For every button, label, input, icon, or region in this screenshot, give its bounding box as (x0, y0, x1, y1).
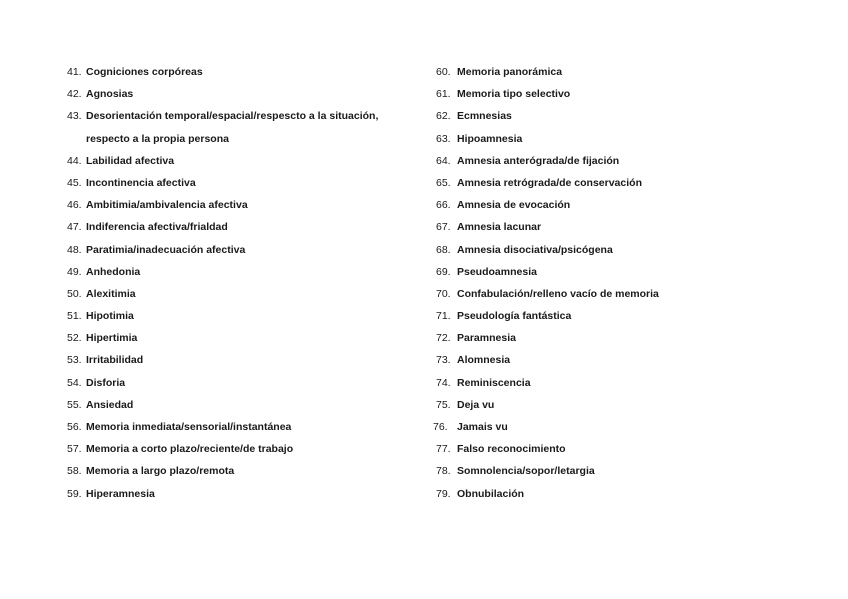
item-text: Memoria inmediata/sensorial/instantánea (86, 421, 292, 433)
list-item (436, 194, 816, 216)
item-number: 78. (436, 465, 451, 478)
item-text: Obnubilación (457, 487, 525, 500)
list-item (67, 327, 417, 349)
item-number: 70. (436, 287, 451, 300)
item-text: Memoria a largo plazo/remota (86, 465, 235, 478)
item-number: 56. (67, 421, 82, 433)
list-item (436, 83, 816, 105)
item-text: Anhedonia (86, 265, 141, 278)
list-item (67, 150, 417, 172)
item-text: Hiperamnesia (86, 487, 155, 500)
item-number: 53. (67, 354, 82, 367)
item-text: Amnesia de evocación (457, 199, 571, 212)
list-item (67, 105, 417, 127)
list-item (67, 194, 417, 216)
list-item (67, 305, 417, 327)
item-number: 47. (67, 221, 82, 234)
item-number: 43. (67, 110, 82, 123)
item-text: Jamais vu (457, 421, 508, 433)
item-text: Amnesia retrógrada/de conservación (457, 176, 642, 189)
item-text: Ecmnesias (457, 110, 512, 123)
item-text: Pseudoamnesia (457, 265, 537, 278)
item-number: 66. (436, 199, 451, 212)
list-item (436, 283, 816, 305)
item-text: Hipotimia (86, 310, 134, 323)
list-item (67, 83, 417, 105)
item-text: Memoria tipo selectivo (457, 88, 571, 101)
item-number: 62. (436, 110, 451, 123)
list-item (67, 261, 417, 283)
left-column-list (67, 61, 417, 505)
list-item (67, 372, 417, 394)
item-number: 42. (67, 88, 82, 101)
item-text: Amnesia lacunar (457, 221, 542, 234)
item-text: Labilidad afectiva (86, 154, 175, 167)
item-text: Ambitimia/ambivalencia afectiva (86, 199, 248, 212)
list-item (67, 283, 417, 305)
item-text: Somnolencia/sopor/letargia (457, 465, 595, 478)
item-text: Amnesia anterógrada/de fijación (457, 154, 620, 167)
item-text: Hipoamnesia (457, 132, 523, 145)
list-item (67, 239, 417, 261)
item-number: 77. (436, 443, 451, 456)
item-text: Desorientación temporal/espacial/respescto a la situación, (86, 110, 379, 123)
item-number: 48. (67, 243, 82, 256)
item-text: Paramnesia (457, 332, 516, 345)
list-item (436, 327, 816, 349)
item-text: Pseudología fantástica (457, 310, 572, 323)
item-number: 61. (436, 88, 451, 101)
item-number: 44. (67, 154, 82, 167)
list-item (433, 416, 816, 438)
list-item (67, 61, 417, 83)
item-text: Agnosias (86, 88, 134, 101)
list-item (436, 172, 816, 194)
item-text: Incontinencia afectiva (86, 176, 196, 189)
item-number: 74. (436, 376, 451, 389)
list-item (436, 239, 816, 261)
item-text: Reminiscencia (457, 376, 531, 389)
item-number: 79. (436, 487, 451, 500)
item-number: 59. (67, 487, 82, 500)
item-text: Disforia (86, 376, 126, 389)
right-column-list (433, 61, 816, 505)
list-item (436, 372, 816, 394)
item-number: 52. (67, 332, 82, 345)
item-text: Memoria panorámica (457, 66, 563, 78)
item-text: Falso reconocimiento (457, 443, 566, 456)
item-text: Ansiedad (86, 398, 134, 411)
list-item (436, 460, 816, 482)
item-number: 73. (436, 354, 451, 367)
item-number: 57. (67, 443, 82, 456)
list-item (436, 61, 816, 83)
item-text: Memoria a corto plazo/reciente/de trabajo (86, 443, 294, 456)
item-number: 63. (436, 132, 451, 145)
item-number: 67. (436, 221, 451, 234)
item-number: 75. (436, 398, 451, 411)
item-text: Confabulación/relleno vacío de memoria (457, 287, 659, 300)
list-item (436, 305, 816, 327)
item-number: 46. (67, 199, 82, 212)
item-text: Alomnesia (457, 354, 511, 367)
item-number: 55. (67, 398, 82, 411)
list-item (67, 349, 417, 371)
item-number: 68. (436, 243, 451, 256)
list-item (67, 483, 417, 505)
list-item-continuation (67, 128, 417, 150)
item-number: 54. (67, 376, 82, 389)
list-item (67, 438, 417, 460)
list-item (436, 483, 816, 505)
item-number: 69. (436, 265, 451, 278)
item-number: 65. (436, 176, 451, 189)
list-item (67, 460, 417, 482)
item-number: 60. (436, 66, 451, 78)
list-item (436, 105, 816, 127)
item-number: 64. (436, 154, 451, 167)
list-item (436, 128, 816, 150)
item-text: Deja vu (457, 398, 495, 411)
item-text: Indiferencia afectiva/frialdad (86, 221, 228, 234)
list-item (436, 216, 816, 238)
list-item (67, 172, 417, 194)
list-item (436, 438, 816, 460)
list-item (436, 261, 816, 283)
item-number: 58. (67, 465, 82, 478)
list-item (436, 150, 816, 172)
item-text: Alexitimia (86, 287, 136, 300)
list-item (67, 216, 417, 238)
item-number: 71. (436, 310, 451, 323)
list-item (67, 394, 417, 416)
item-number: 51. (67, 310, 82, 323)
list-item (436, 349, 816, 371)
item-text: Amnesia disociativa/psicógena (457, 243, 613, 256)
list-item (436, 394, 816, 416)
item-text: Paratimia/inadecuación afectiva (86, 243, 246, 256)
item-number: 41. (67, 66, 82, 78)
item-number: 45. (67, 176, 82, 189)
item-text-continuation: respecto a la propia persona (86, 132, 229, 145)
item-text: Irritabilidad (86, 354, 144, 367)
list-item (67, 416, 417, 438)
item-number: 50. (67, 287, 82, 300)
item-number: 49. (67, 265, 82, 278)
item-text: Cogniciones corpóreas (86, 66, 203, 78)
item-number: 76. (433, 421, 448, 433)
item-number: 72. (436, 332, 451, 345)
item-text: Hipertimia (86, 332, 138, 345)
